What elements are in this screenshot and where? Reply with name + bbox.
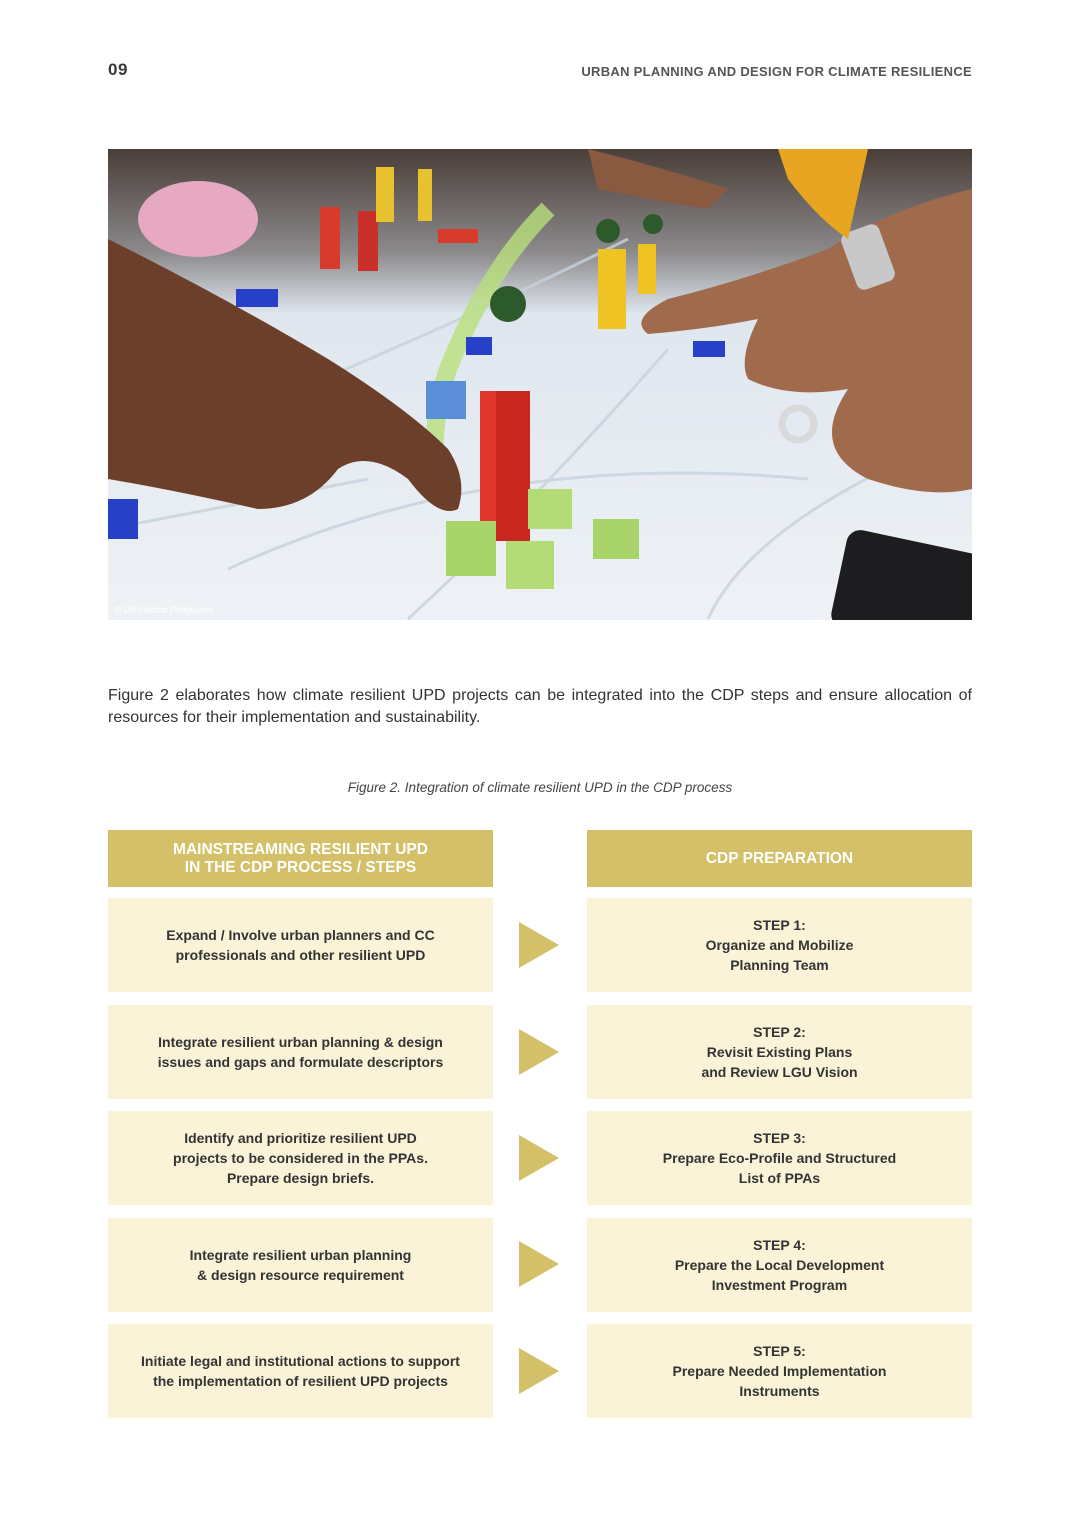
mainstreaming-step-box — [108, 898, 493, 992]
page-number: 09 — [108, 60, 128, 79]
cdp-step-box — [587, 898, 972, 992]
arrow-right-icon — [519, 1241, 559, 1287]
cdp-step-box — [587, 1324, 972, 1418]
running-header: URBAN PLANNING AND DESIGN FOR CLIMATE RESILIENCE — [581, 64, 972, 79]
arrow-right-icon — [519, 1135, 559, 1181]
arrow-right-icon — [519, 1029, 559, 1075]
mainstreaming-step-text: Integrate resilient urban planning & design issues and gaps and formulate descriptors — [157, 1034, 444, 1070]
mainstreaming-step-box — [108, 1111, 493, 1205]
cdp-step-text: STEP 5: Prepare Needed Implementation Instruments — [672, 1343, 887, 1399]
right-column-header-text: CDP PREPARATION — [705, 849, 854, 867]
photo-credit: © UN-Habitat Philippines — [114, 605, 214, 615]
mainstreaming-step-box — [108, 1324, 493, 1418]
mainstreaming-step-box — [108, 1218, 493, 1312]
mainstreaming-step-box — [108, 1005, 493, 1099]
cdp-step-box — [587, 1111, 972, 1205]
arrow-right-icon — [519, 922, 559, 968]
body-paragraph: Figure 2 elaborates how climate resilient UPD projects can be integrated into the CDP steps and ensure allocation of resources for their implementation and sustainability. — [108, 687, 972, 726]
mainstreaming-step-text: Initiate legal and institutional actions to support the implementation of resilient UPD projects — [141, 1353, 460, 1389]
cdp-step-text: STEP 1: Organize and Mobilize Planning Team — [705, 917, 854, 973]
left-column-header — [108, 830, 493, 887]
cdp-step-box — [587, 1005, 972, 1099]
figure-caption: Figure 2. Integration of climate resilient UPD in the CDP process — [347, 780, 733, 795]
left-column-header-text: MAINSTREAMING RESILIENT UPD IN THE CDP PROCESS / STEPS — [173, 840, 428, 876]
cdp-step-box — [587, 1218, 972, 1312]
right-column-header — [587, 830, 972, 887]
mainstreaming-step-text: Expand / Involve urban planners and CC professionals and other resilient UPD — [166, 927, 435, 963]
mainstreaming-step-text: Integrate resilient urban planning & design resource requirement — [189, 1247, 412, 1283]
arrow-right-icon — [519, 1348, 559, 1394]
cdp-step-text: STEP 3: Prepare Eco-Profile and Structured List of PPAs — [662, 1130, 897, 1186]
cdp-step-text: STEP 4: Prepare the Local Development Investment Program — [674, 1237, 885, 1293]
photo-illustration — [108, 149, 972, 620]
cdp-step-text: STEP 2: Revisit Existing Plans and Review LGU Vision — [701, 1024, 858, 1080]
workshop-photo — [108, 149, 972, 620]
mainstreaming-step-text: Identify and prioritize resilient UPD projects to be considered in the PPAs. Prepare design briefs. — [173, 1130, 428, 1186]
